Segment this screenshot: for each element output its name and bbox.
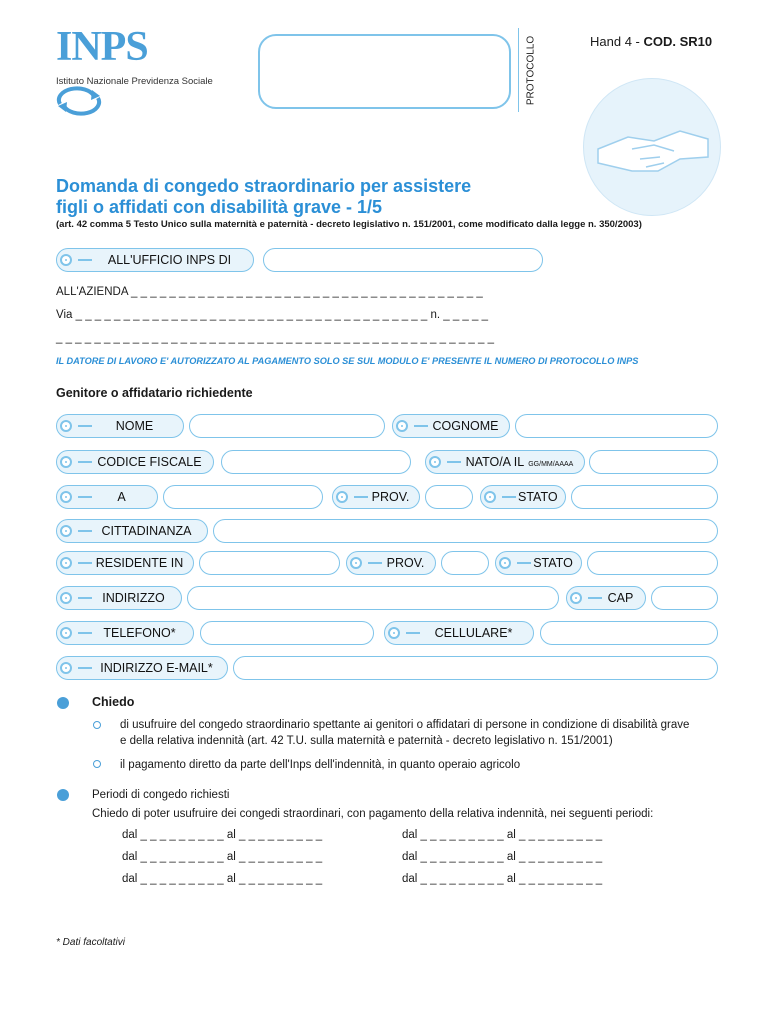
nato-il-field[interactable]	[589, 450, 718, 474]
pill-connector	[78, 259, 92, 261]
email-pill	[56, 656, 228, 680]
pill-dot-icon	[60, 254, 72, 266]
code-label: COD. SR10	[643, 34, 713, 49]
pill-dot-icon	[60, 420, 72, 432]
stato-pill	[480, 485, 566, 509]
cellulare-label: CELLULARE*	[434, 626, 513, 640]
pill-dot-icon	[388, 627, 400, 639]
pill-dot-icon	[336, 491, 348, 503]
telefono-label: TELEFONO*	[103, 626, 176, 640]
pill-dot-icon	[60, 662, 72, 674]
pill-connector	[78, 461, 92, 463]
prov2-pill	[346, 551, 436, 575]
handshake-icon	[584, 79, 720, 215]
pill-connector	[78, 425, 92, 427]
logo-subtitle: Istituto Nazionale Previdenza Sociale	[56, 76, 213, 87]
prov-field[interactable]	[425, 485, 473, 509]
stato-label: STATO	[518, 490, 558, 504]
stato-field[interactable]	[571, 485, 718, 509]
address-blank-line[interactable]: _ _ _ _ _ _ _ _ _ _ _ _ _ _ _ _ _ _ _ _ _ _ _ _ _ _ _ _ _ _ _ _ _ _ _ _ _ _ _ _ _ _ _ _ _ _	[56, 332, 494, 344]
periods-intro: Chiedo di poter usufruire dei congedi straordinari, con pagamento della relativa indennità, nei seguenti periodi:	[92, 808, 654, 820]
cellulare-pill	[384, 621, 534, 645]
chiedo-bullet-icon	[57, 697, 69, 709]
a-field[interactable]	[163, 485, 323, 509]
pill-connector	[406, 632, 420, 634]
periods-title: Periodi di congedo richiesti	[92, 789, 230, 801]
office-field[interactable]	[263, 248, 543, 272]
cittadinanza-field[interactable]	[213, 519, 718, 543]
email-field[interactable]	[233, 656, 718, 680]
title-line-2: figli o affidati con disabilità grave - 1/5	[56, 197, 383, 217]
codice-fiscale-field[interactable]	[221, 450, 411, 474]
pill-dot-icon	[396, 420, 408, 432]
office-label-pill	[56, 248, 254, 272]
stato2-pill	[495, 551, 582, 575]
handshake-emblem	[583, 78, 721, 216]
periods-bullet-icon	[57, 789, 69, 801]
option1-text-line1: di usufruire del congedo straordinario spettante ai genitori o affidatari di persone in condizione di disabilità grave	[120, 719, 690, 731]
protocol-label: PROTOCOLLO	[525, 35, 537, 106]
period-row-2-left[interactable]: dal _ _ _ _ _ _ _ _ _ al _ _ _ _ _ _ _ _ _	[122, 851, 323, 863]
prov2-label: PROV.	[386, 556, 425, 570]
cognome-label: COGNOME	[432, 419, 499, 433]
cap-pill	[566, 586, 646, 610]
option2-text: il pagamento diretto da parte dell'Inps dell'indennità, in quanto operaio agricolo	[120, 759, 521, 771]
period-row-3-left[interactable]: dal _ _ _ _ _ _ _ _ _ al _ _ _ _ _ _ _ _ _	[122, 873, 323, 885]
pill-dot-icon	[60, 557, 72, 569]
prov2-field[interactable]	[441, 551, 489, 575]
pill-connector	[78, 667, 92, 669]
codice-fiscale-label: CODICE FISCALE	[97, 455, 202, 469]
via-line[interactable]: Via _ _ _ _ _ _ _ _ _ _ _ _ _ _ _ _ _ _ _ _ _ _ _ _ _ _ _ _ _ _ _ _ _ _ _ _ _ n. _ _ _ _ _	[56, 309, 489, 321]
nome-field[interactable]	[189, 414, 385, 438]
protocol-divider	[518, 28, 519, 112]
email-label: INDIRIZZO E-MAIL*	[100, 661, 213, 675]
residente-in-label: RESIDENTE IN	[95, 556, 184, 570]
pill-dot-icon	[429, 456, 441, 468]
option1-text-line2: e della relativa indennità (art. 42 T.U. sulla maternità e paternità - decreto legislativo n. 151/2001)	[120, 735, 613, 747]
chiedo-heading: Chiedo	[92, 695, 135, 709]
a-pill	[56, 485, 158, 509]
pill-connector	[78, 496, 92, 498]
azienda-line[interactable]: ALL'AZIENDA _ _ _ _ _ _ _ _ _ _ _ _ _ _ _ _ _ _ _ _ _ _ _ _ _ _ _ _ _ _ _ _ _ _ _ _ _	[56, 286, 483, 298]
pill-connector	[368, 562, 382, 564]
logo-arrows-icon	[56, 86, 102, 116]
a-label: A	[117, 490, 126, 504]
pill-dot-icon	[60, 627, 72, 639]
codice-fiscale-pill	[56, 450, 214, 474]
hand-label: Hand 4 -	[590, 34, 644, 49]
protocol-box[interactable]	[258, 34, 511, 109]
pill-dot-icon	[484, 491, 496, 503]
cittadinanza-label: CITTADINANZA	[101, 524, 192, 538]
pill-dot-icon	[350, 557, 362, 569]
form-subtitle: (art. 42 comma 5 Testo Unico sulla maternità e paternità - decreto legislativo n. 151/2001, come modificato dalla legge n. 350/2003)	[56, 219, 642, 230]
nome-label: NOME	[115, 419, 154, 433]
option2-radio[interactable]	[93, 760, 101, 768]
telefono-pill	[56, 621, 194, 645]
indirizzo-label: INDIRIZZO	[102, 591, 165, 605]
nato-il-pill	[425, 450, 585, 474]
cognome-field[interactable]	[515, 414, 718, 438]
option1-radio[interactable]	[93, 721, 101, 729]
stato2-label: STATO	[533, 556, 573, 570]
pill-dot-icon	[60, 592, 72, 604]
prov-label: PROV.	[371, 490, 410, 504]
pill-connector	[78, 530, 92, 532]
title-line-1: Domanda di congedo straordinario per assistere	[56, 176, 472, 196]
period-row-1-right[interactable]: dal _ _ _ _ _ _ _ _ _ al _ _ _ _ _ _ _ _ _	[402, 829, 603, 841]
footnote: * Dati facoltativi	[56, 937, 125, 948]
pill-connector	[78, 597, 92, 599]
pill-dot-icon	[60, 525, 72, 537]
form-title	[56, 176, 576, 218]
period-row-3-right[interactable]: dal _ _ _ _ _ _ _ _ _ al _ _ _ _ _ _ _ _ _	[402, 873, 603, 885]
indirizzo-field[interactable]	[187, 586, 559, 610]
indirizzo-pill	[56, 586, 182, 610]
employer-notice: IL DATORE DI LAVORO E' AUTORIZZATO AL PAGAMENTO SOLO SE SUL MODULO E' PRESENTE IL NUMERO DI PROTOCOLLO INPS	[56, 356, 639, 366]
pill-dot-icon	[499, 557, 511, 569]
pill-connector	[78, 562, 92, 564]
cap-label: CAP	[607, 591, 634, 605]
period-row-1-left[interactable]: dal _ _ _ _ _ _ _ _ _ al _ _ _ _ _ _ _ _ _	[122, 829, 323, 841]
period-row-2-right[interactable]: dal _ _ _ _ _ _ _ _ _ al _ _ _ _ _ _ _ _ _	[402, 851, 603, 863]
stato2-field[interactable]	[587, 551, 718, 575]
pill-connector	[517, 562, 531, 564]
pill-connector	[502, 496, 516, 498]
prov-pill	[332, 485, 420, 509]
pill-connector	[78, 632, 92, 634]
cittadinanza-pill	[56, 519, 208, 543]
applicant-section-title: Genitore o affidatario richiedente	[56, 386, 253, 400]
pill-dot-icon	[60, 491, 72, 503]
nome-pill	[56, 414, 184, 438]
office-label: ALL'UFFICIO INPS DI	[107, 253, 232, 267]
pill-connector	[447, 461, 461, 463]
residente-in-pill	[56, 551, 194, 575]
date-format-hint: GG/MM/AAAA	[528, 461, 574, 468]
nato-il-text: NATO/A IL	[465, 455, 525, 469]
cellulare-field[interactable]	[540, 621, 718, 645]
pill-connector	[354, 496, 368, 498]
pill-connector	[588, 597, 602, 599]
cap-field[interactable]	[651, 586, 718, 610]
pill-dot-icon	[570, 592, 582, 604]
nato-il-label	[463, 455, 584, 469]
cognome-pill	[392, 414, 510, 438]
pill-connector	[414, 425, 428, 427]
pill-dot-icon	[60, 456, 72, 468]
residente-in-field[interactable]	[199, 551, 340, 575]
inps-logo: INPS	[56, 24, 148, 70]
form-code	[590, 34, 712, 49]
telefono-field[interactable]	[200, 621, 374, 645]
